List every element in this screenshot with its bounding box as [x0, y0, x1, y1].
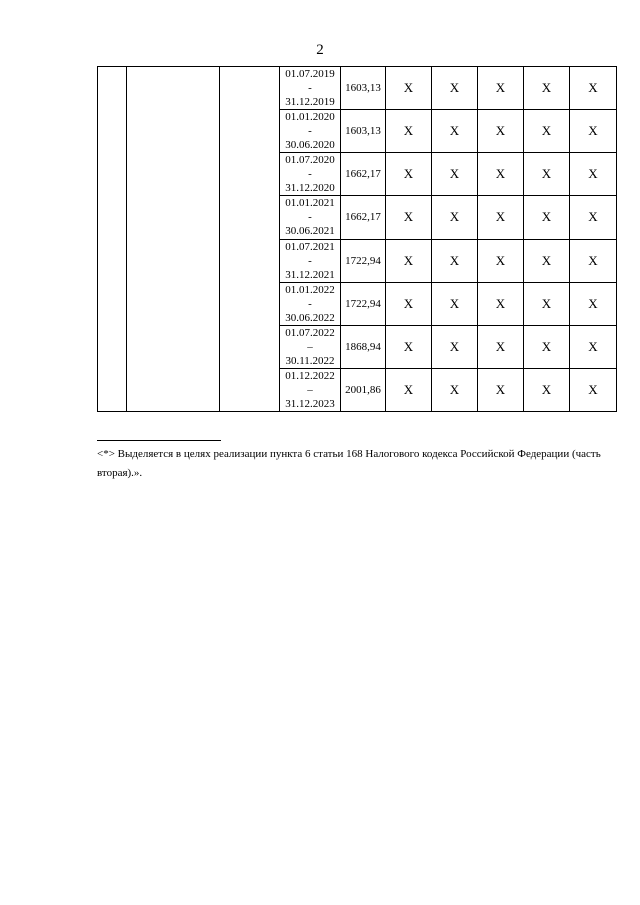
- period-cell: [280, 368, 341, 411]
- period-sep: -: [308, 297, 312, 310]
- period-end: 31.12.2023: [285, 397, 335, 410]
- mark-cell: X: [478, 67, 524, 110]
- mark-cell: X: [478, 110, 524, 153]
- mark-cell: X: [478, 325, 524, 368]
- tariff-value-cell: 1603,13: [341, 67, 386, 110]
- mark-cell: X: [570, 153, 617, 196]
- period-cell: [280, 325, 341, 368]
- mark-cell: X: [386, 282, 432, 325]
- period-start: 01.01.2022: [285, 283, 335, 296]
- mark-cell: X: [386, 325, 432, 368]
- period-sep: -: [308, 254, 312, 267]
- mark-cell: X: [524, 368, 570, 411]
- merged-col-c: [220, 67, 280, 412]
- period-start: 01.01.2021: [285, 197, 335, 210]
- period-sep: -: [308, 211, 312, 224]
- mark-cell: X: [432, 282, 478, 325]
- period-start: 01.01.2020: [285, 111, 335, 124]
- period-start: 01.07.2021: [285, 240, 335, 253]
- mark-cell: X: [524, 110, 570, 153]
- period-start: 01.07.2019: [285, 68, 335, 81]
- mark-cell: X: [570, 239, 617, 282]
- period-start: 01.07.2022: [285, 326, 335, 339]
- tariff-value-cell: 1722,94: [341, 282, 386, 325]
- mark-cell: X: [386, 196, 432, 239]
- tariff-value-cell: 1868,94: [341, 325, 386, 368]
- mark-cell: X: [432, 196, 478, 239]
- mark-cell: X: [478, 282, 524, 325]
- mark-cell: X: [432, 239, 478, 282]
- period-end: 30.11.2022: [285, 354, 335, 367]
- mark-cell: X: [570, 325, 617, 368]
- mark-cell: X: [386, 110, 432, 153]
- period-sep: –: [307, 383, 313, 396]
- tariff-value-cell: 1662,17: [341, 153, 386, 196]
- mark-cell: X: [478, 239, 524, 282]
- mark-cell: X: [478, 153, 524, 196]
- period-sep: -: [308, 168, 312, 181]
- mark-cell: X: [432, 110, 478, 153]
- footnote-separator: [97, 440, 221, 441]
- tariff-value-cell: 1603,13: [341, 110, 386, 153]
- tariff-value-cell: 2001,86: [341, 368, 386, 411]
- period-end: 31.12.2021: [285, 268, 335, 281]
- period-sep: -: [308, 125, 312, 138]
- period-start: 01.07.2020: [285, 154, 335, 167]
- mark-cell: X: [570, 196, 617, 239]
- period-end: 30.06.2021: [285, 225, 335, 238]
- mark-cell: X: [432, 368, 478, 411]
- mark-cell: X: [386, 368, 432, 411]
- mark-cell: X: [386, 239, 432, 282]
- mark-cell: X: [524, 153, 570, 196]
- tariff-value-cell: 1662,17: [341, 196, 386, 239]
- mark-cell: X: [432, 325, 478, 368]
- period-end: 30.06.2020: [285, 139, 335, 152]
- period-start: 01.12.2022: [285, 369, 335, 382]
- mark-cell: X: [524, 196, 570, 239]
- merged-col-a: [98, 67, 127, 412]
- period-end: 31.12.2020: [285, 182, 335, 195]
- mark-cell: X: [524, 282, 570, 325]
- mark-cell: X: [386, 153, 432, 196]
- mark-cell: X: [570, 368, 617, 411]
- mark-cell: X: [570, 110, 617, 153]
- table-row: [98, 67, 617, 110]
- period-cell: [280, 282, 341, 325]
- period-end: 31.12.2019: [285, 96, 335, 109]
- tariff-table: [97, 66, 617, 412]
- period-sep: –: [307, 340, 313, 353]
- mark-cell: X: [386, 67, 432, 110]
- mark-cell: X: [478, 368, 524, 411]
- period-end: 30.06.2022: [285, 311, 335, 324]
- period-cell: [280, 239, 341, 282]
- period-sep: -: [308, 82, 312, 95]
- merged-col-b: [127, 67, 220, 412]
- mark-cell: X: [570, 282, 617, 325]
- mark-cell: X: [432, 67, 478, 110]
- period-cell: [280, 153, 341, 196]
- period-cell: [280, 110, 341, 153]
- period-cell: [280, 196, 341, 239]
- mark-cell: X: [524, 67, 570, 110]
- page-number: 2: [316, 42, 324, 58]
- mark-cell: X: [524, 325, 570, 368]
- mark-cell: X: [432, 153, 478, 196]
- tariff-value-cell: 1722,94: [341, 239, 386, 282]
- mark-cell: X: [570, 67, 617, 110]
- period-cell: [280, 67, 341, 110]
- footnote-text: <*> Выделяется в целях реализации пункта 6 статьи 168 Налогового кодекса Российской Федерации (часть вторая).».: [97, 448, 601, 479]
- mark-cell: X: [524, 239, 570, 282]
- mark-cell: X: [478, 196, 524, 239]
